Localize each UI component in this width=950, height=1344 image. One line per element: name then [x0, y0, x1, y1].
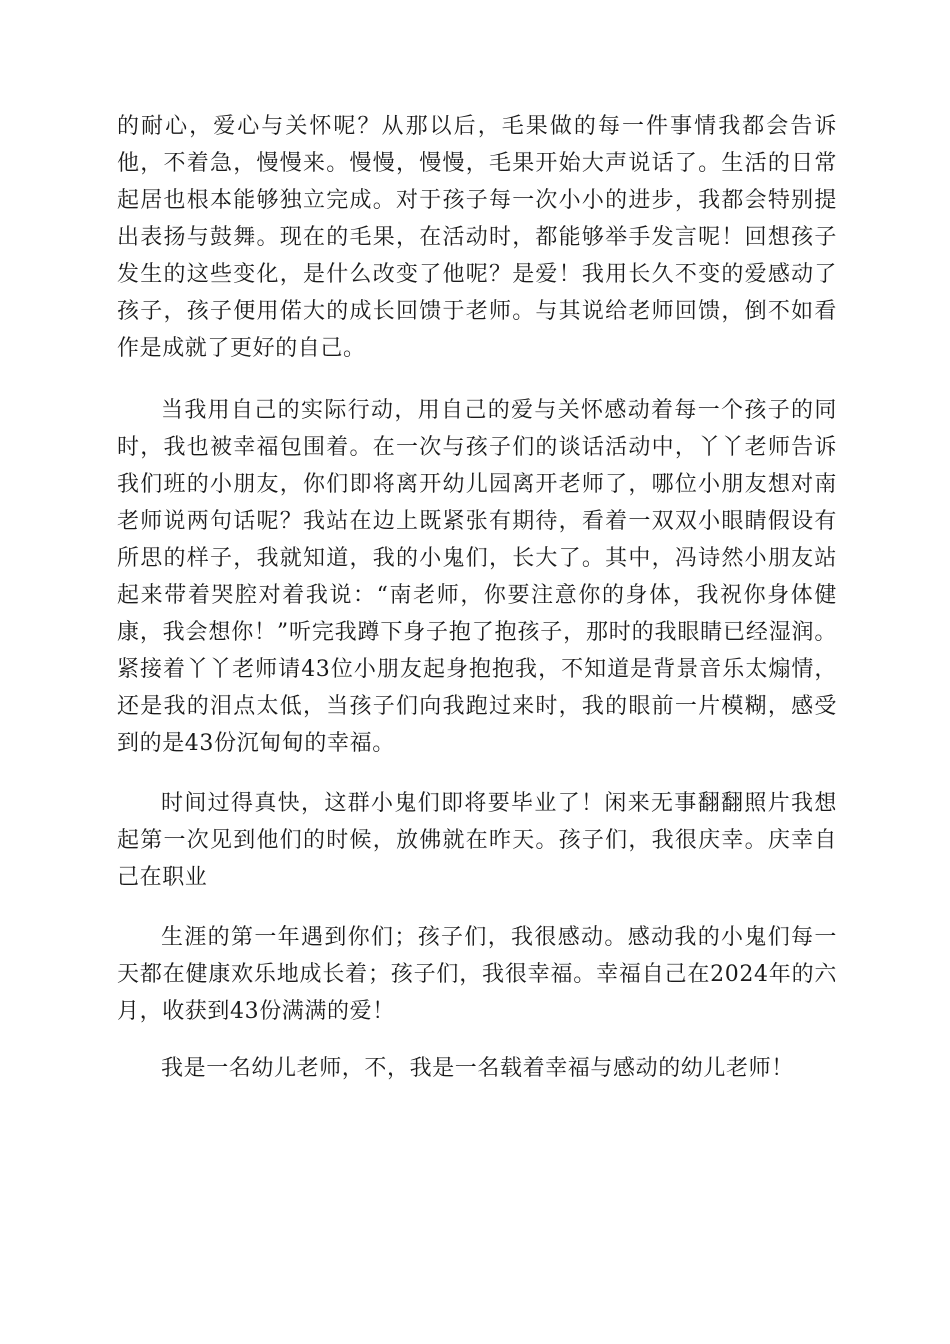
document-body	[117, 108, 837, 1087]
paragraph-3: 时间过得真快，这群小鬼们即将要毕业了！闲来无事翻翻照片我想起第一次见到他们的时候，放佛就在昨天。孩子们，我很庆幸。庆幸自己在职业	[117, 791, 837, 890]
paragraph-1: 的耐心，爱心与关怀呢？从那以后，毛果做的每一件事情我都会告诉他，不着急，慢慢来。慢慢，慢慢，毛果开始大声说话了。生活的日常起居也根本能够独立完成。对于孩子每一次小小的进步，我都会特别提出表扬与鼓舞。现在的毛果，在活动时，都能够举手发言呢！回想孩子发生的这些变化，是什么改变了他呢？是爱！我用长久不变的爱感动了孩子，孩子便用偌大的成长回馈于老师。与其说给老师回馈，倒不如看作是成就了更好的自己。	[117, 114, 837, 361]
paragraph-4: 生涯的第一年遇到你们；孩子们，我很感动。感动我的小鬼们每一天都在健康欢乐地成长着；孩子们，我很幸福。幸福自己在2024年的六月，收获到43份满满的爱！	[117, 925, 837, 1024]
paragraph-2: 当我用自己的实际行动，用自己的爱与关怀感动着每一个孩子的同时，我也被幸福包围着。在一次与孩子们的谈话活动中，丫丫老师告诉我们班的小朋友，你们即将离开幼儿园离开老师了，哪位小朋友想对南老师说两句话呢？我站在边上既紧张有期待，看着一双双小眼睛假设有所思的样子，我就知道，我的小鬼们，长大了。其中，冯诗然小朋友站起来带着哭腔对着我说：“南老师，你要注意你的身体，我祝你身体健康，我会想你！”听完我蹲下身子抱了抱孩子，那时的我眼睛已经湿润。紧接着丫丫老师请43位小朋友起身抱抱我，不知道是背景音乐太煽情，还是我的泪点太低，当孩子们向我跑过来时，我的眼前一片模糊，感受到的是43份沉甸甸的幸福。	[117, 398, 837, 756]
paragraph-5: 我是一名幼儿老师，不，我是一名载着幸福与感动的幼儿老师！	[161, 1056, 794, 1081]
